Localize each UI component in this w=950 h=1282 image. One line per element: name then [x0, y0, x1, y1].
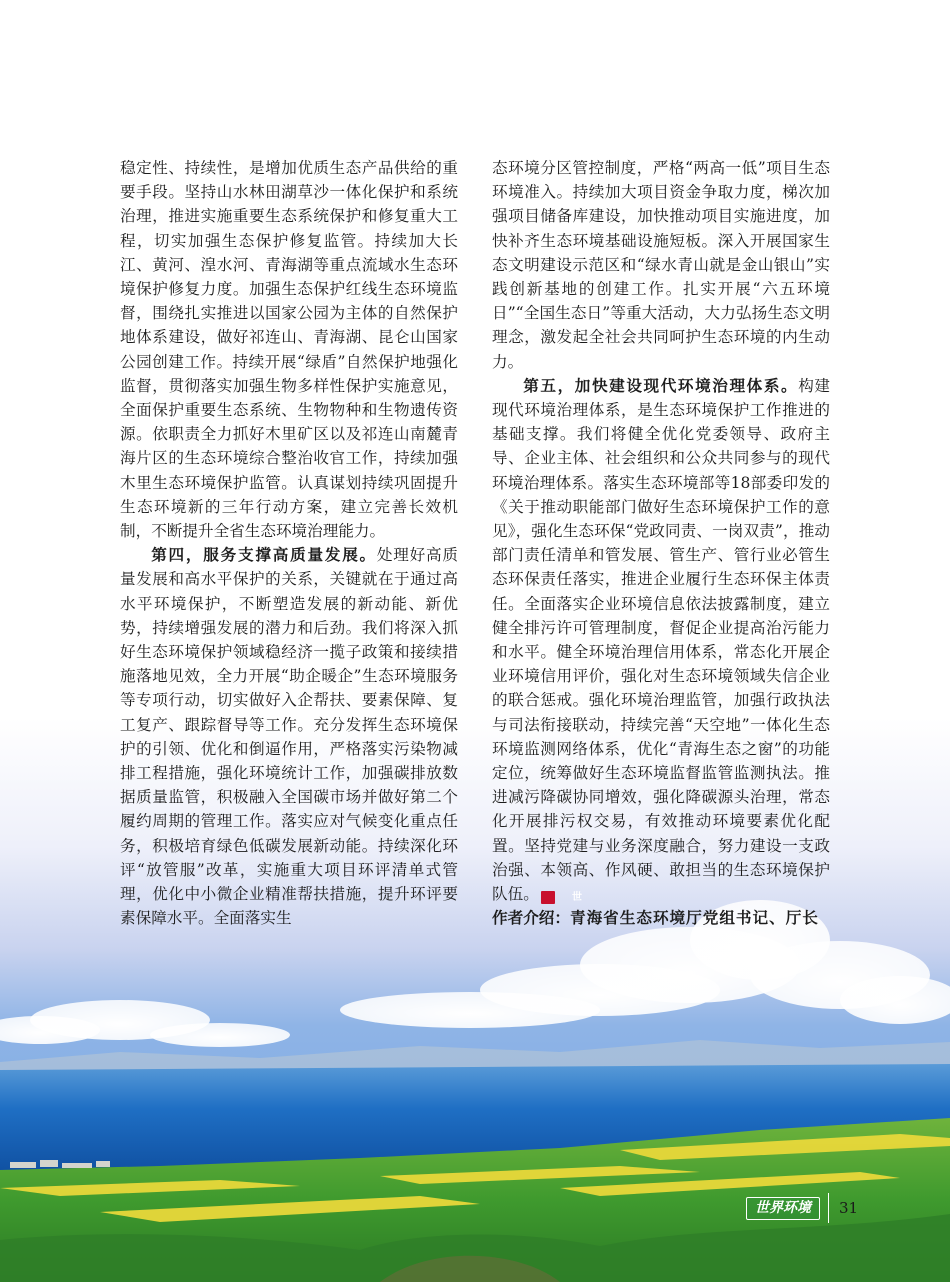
author-introduction — [492, 906, 830, 930]
page-footer — [746, 1193, 858, 1223]
section-heading-fourth: 第四，服务支撑高质量发展。 — [151, 545, 377, 565]
right-text-column — [492, 156, 830, 931]
author-label: 作者介绍： — [492, 909, 570, 928]
paragraph-ecological-protection: 稳定性、持续性，是增加优质生态产品供给的重要手段。坚持山水林田湖草沙一体化保护和系统治理，推进实施重要生态系统保护和修复重大工程，切实加强生态保护修复监管。持续加大长江、黄河、湟水河、青海湖等重点流域水生态环境保护修复力度。加强生态保护红线生态环境监督，围绕扎实推进以国家公园为主体的自然保护地体系建设，做好祁连山、青海湖、昆仑山国家公园创建工作。持续开展“绿盾”自然保护地强化监督，贯彻落实加强生物多样性保护实施意见，全面保护重要生态系统、生物物种和生物遗传资源。依职责全力抓好木里矿区以及祁连山南麓青海片区的生态环境综合整治收官工作，持续加强木里生态环境保护监管。认真谋划持续巩固提升生态环境新的三年行动方案，建立完善长效机制，不断提升全省生态环境治理能力。 — [120, 159, 458, 541]
magazine-logo: 世界环境 — [746, 1197, 820, 1220]
section-body-fourth: 处理好高质量发展和高水平保护的关系，关键就在于通过高水平环境保护，不断塑造发展的新动能、新优势，持续增强发展的潜力和后劲。我们将深入抓好生态环境保护领域稳经济一揽子政策和接续措施落地见效，全力开展“助企暖企”生态环境服务等专项行动，切实做好入企帮扶、要素保障、复工复产、跟踪督导等工作。充分发挥生态环境保护的引领、优化和倒逼作用，严格落实污染物减排工程措施，强化环境统计工作，加强碳排放数据质量监管，积极融入全国碳市场并做好第二个履约周期的管理工作。落实应对气候变化重点任务，积极培育绿色低碳发展新动能。持续深化环评“放管服”改革，实施重大项目环评清单式管理，优化中小微企业精准帮扶措施，提升环评要素保障水平。全面落实生 — [120, 546, 458, 928]
paragraph-continued: 态环境分区管控制度，严格“两高一低”项目生态环境准入。持续加大项目资金争取力度，梯次加强项目储备库建设，加快推动项目实施进度，加快补齐生态环境基础设施短板。深入开展国家生态文明建设示范区和“绿水青山就是金山银山”实践创新基地的创建工作。扎实开展“六五环境日”“全国生态日”等重大活动，大力弘扬生态文明理念，激发起全社会共同呵护生态环境的内生动力。 — [492, 159, 830, 371]
left-text-column — [120, 156, 458, 931]
footer-divider — [828, 1193, 829, 1223]
author-title: 青海省生态环境厅党组书记、厅长 — [569, 908, 819, 928]
paragraph-governance-system — [492, 374, 830, 906]
page-number: 31 — [839, 1199, 859, 1217]
article-end-mark-icon: 世 — [541, 891, 555, 904]
paragraph-high-quality-development — [120, 543, 458, 930]
section-heading-fifth: 第五，加快建设现代环境治理体系。 — [523, 375, 799, 395]
section-body-fifth: 构建现代环境治理体系，是生态环境保护工作推进的基础支撑。我们将健全优化党委领导、政府主导、企业主体、社会组织和公众共同参与的现代环境治理体系。落实生态环境部等18部委印发的《关于推动职能部门做好生态环境保护工作的意见》，强化生态环保“党政同责、一岗双责”，推动部门责任清单和管发展、管生产、管行业必管生态环保责任落实，推进企业履行生态环保主体责任。全面落实企业环境信息依法披露制度，建立健全排污许可管理制度，督促企业提高治污能力和水平。健全环境治理信用体系，常态化开展企业环境信用评价，强化对生态环境领域失信企业的联合惩戒。强化环境治理监管，加强行政执法与司法衔接联动，持续完善“天空地”一体化生态环境监测网络体系，优化“青海生态之窗”的功能定位，统筹做好生态环境监督监管监测执法。推进减污降碳协同增效，强化降碳源头治理，常态化开展排污权交易，有效推动环境要素优化配置。坚持党建与业务深度融合，努力建设一支政治强、本领高、作风硬、敢担当的生态环境保护队伍。 — [492, 376, 830, 904]
